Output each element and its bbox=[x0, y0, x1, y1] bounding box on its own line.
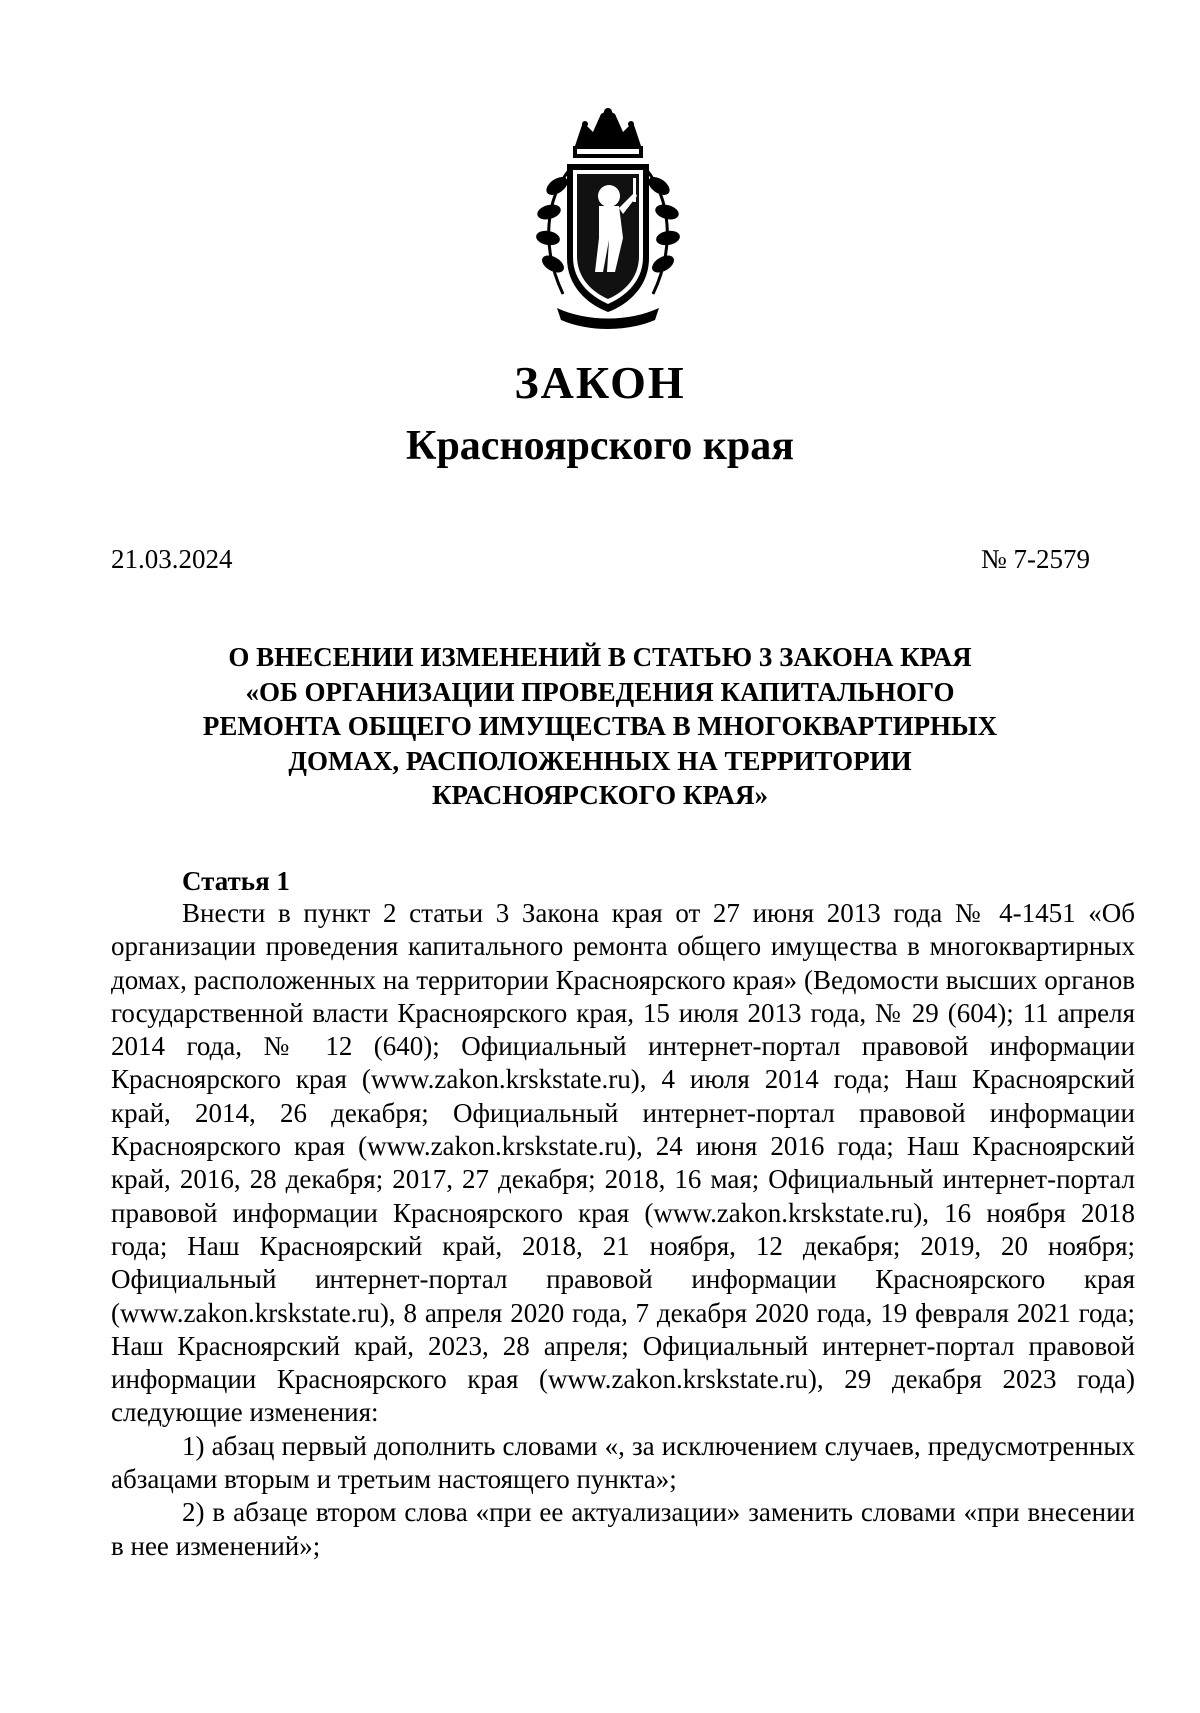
law-heading-line: «ОБ ОРГАНИЗАЦИИ ПРОВЕДЕНИЯ КАПИТАЛЬНОГО bbox=[245, 676, 955, 707]
document-subtitle: Красноярского края bbox=[405, 423, 795, 469]
law-heading bbox=[150, 640, 1050, 813]
law-heading-line: ДОМАХ, РАСПОЛОЖЕННЫХ НА ТЕРРИТОРИИ bbox=[288, 745, 912, 776]
coat-of-arms-icon bbox=[527, 108, 690, 333]
law-heading-line: КРАСНОЯРСКОГО КРАЯ» bbox=[431, 780, 769, 810]
law-heading-line: РЕМОНТА ОБЩЕГО ИМУЩЕСТВА В МНОГОКВАРТИРНЫХ bbox=[202, 711, 998, 741]
article-title: Статья 1 bbox=[182, 866, 290, 896]
article-paragraph: Внести в пункт 2 статьи 3 Закона края от 27 июня 2013 года № 4-1451 «Об организации проведения капитального ремонта общего имущества в многоквартирных домах, расположенных на территории Красноярского края» (Ведомости высших органов государственной власти Красноярского края, 15 июля 2013 года, № 29 (604); 11 апреля 2014 года, № 12 (640); Официальный интернет-портал правовой информации Красноярского края (www.zakon.krskstate.ru), 4 июля 2014 года; Наш Красноярский край, 2014, 26 декабря; Официальный интернет-портал правовой информации Красноярского края (www.zakon.krskstate.ru), 24 июня 2016 года; Наш Красноярский край, 2016, 28 декабря; 2017, 27 декабря; 2018, 16 мая; Официальный интернет-портал правовой информации Красноярского края (www.zakon.krskstate.ru), 16 ноября 2018 года; Наш Красноярский край, 2018, 21 ноября, 12 декабря; 2019, 20 ноября; Официальный интернет-портал правовой информации Красноярского края (www.zakon.krskstate.ru), 8 апреля 2020 года, 7 декабря 2020 года, 19 февраля 2021 года; Наш Красноярский край, 2023, 28 апреля; Официальный интернет-портал правовой информации Красноярского края (www.zakon.krskstate.ru), 29 декабря 2023 года) следующие изменения: bbox=[111, 898, 1135, 1428]
document-title: ЗАКОН bbox=[514, 357, 686, 408]
article-paragraph: 2) в абзаце втором слова «при ее актуализации» заменить словами «при внесении в нее изменений»; bbox=[111, 1497, 1135, 1561]
document-number: № 7-2579 bbox=[980, 544, 1090, 574]
document-date: 21.03.2024 bbox=[111, 544, 233, 574]
law-heading-line: О ВНЕСЕНИИ ИЗМЕНЕНИЙ В СТАТЬЮ 3 ЗАКОНА КРАЯ bbox=[228, 642, 972, 672]
article-body bbox=[111, 897, 1135, 1563]
article-paragraph: 1) абзац первый дополнить словами «, за исключением случаев, предусмотренных абзацами вторым и третьим настоящего пункта»; bbox=[111, 1430, 1135, 1495]
